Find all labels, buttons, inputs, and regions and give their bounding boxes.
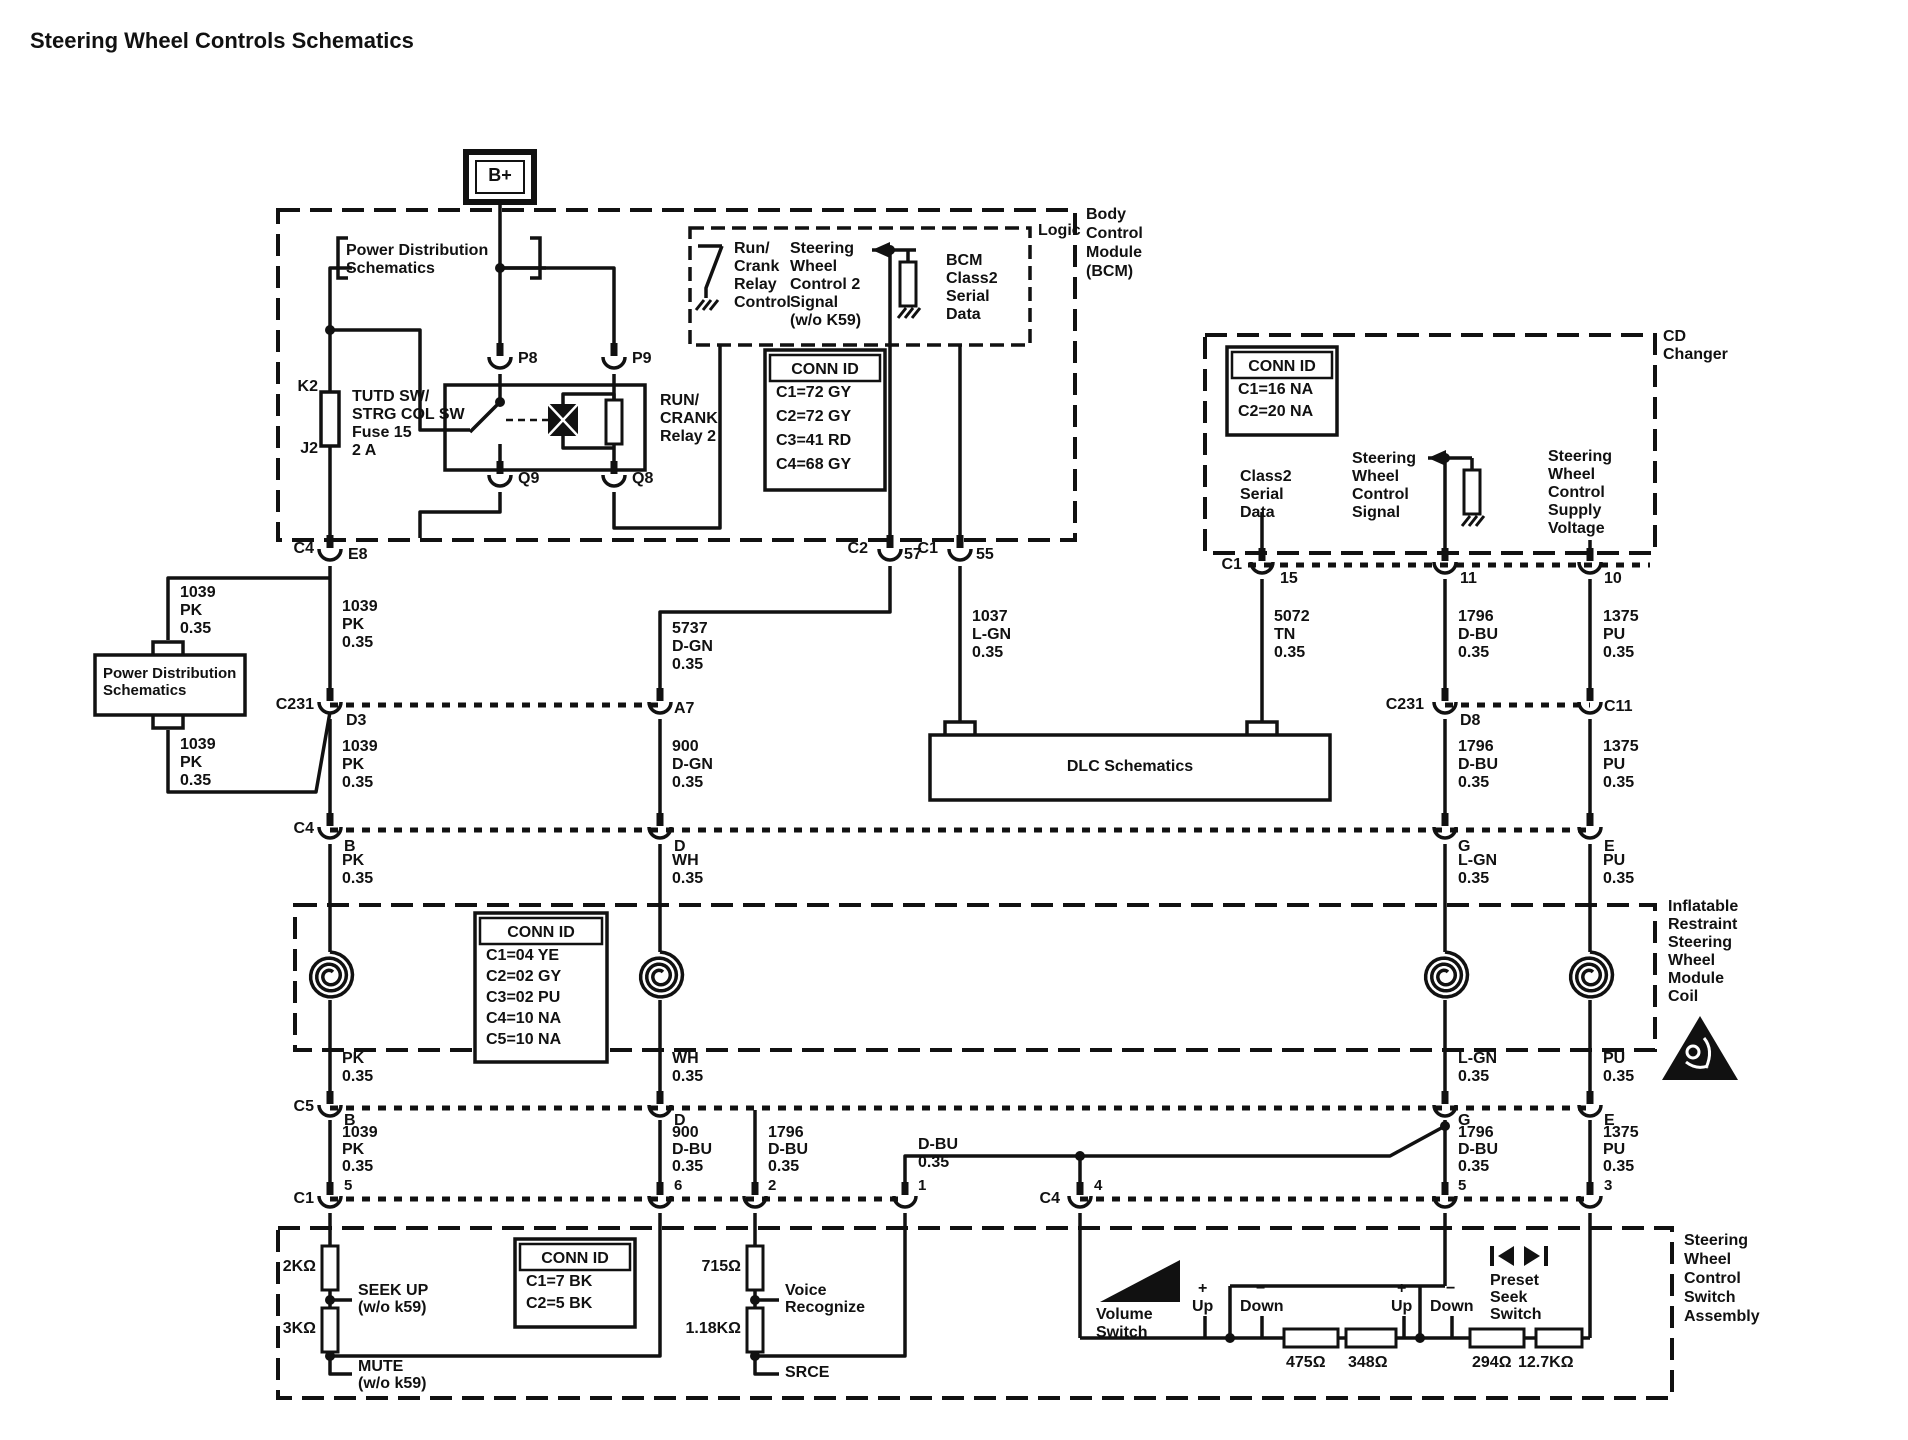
wire-1375-pu-b: 1375 bbox=[1603, 738, 1639, 755]
conn-id-bcm-row: C4=68 GY bbox=[776, 456, 852, 473]
wire-1039-pk-b: 0.35 bbox=[180, 772, 212, 789]
relay-label: RUN/ bbox=[660, 392, 700, 409]
pin-c4-row: C4 bbox=[293, 820, 314, 837]
wire-1039-pk-e: 0.35 bbox=[342, 1158, 374, 1175]
conn-c4b-4-stub bbox=[1077, 1182, 1084, 1195]
junction-dot bbox=[1075, 1151, 1085, 1161]
conn-11-stub bbox=[1442, 548, 1449, 561]
wire-900-dgn: D-GN bbox=[672, 756, 713, 773]
conn-id-cd-row: C1=16 NA bbox=[1238, 381, 1314, 398]
wire-1796-dbu-c: 1796 bbox=[768, 1124, 804, 1141]
pin-c231-l: C231 bbox=[275, 696, 314, 713]
pin-c11: C11 bbox=[1604, 698, 1633, 715]
pin-d1: D bbox=[674, 838, 686, 855]
wire-1375-pu-b: 0.35 bbox=[1603, 774, 1635, 791]
relay-label: Relay 2 bbox=[660, 428, 717, 445]
conn-d3-stub bbox=[327, 688, 334, 701]
pin-3: 3 bbox=[1604, 1177, 1613, 1194]
conn-id-coil-header: CONN ID bbox=[507, 924, 575, 941]
res-475 bbox=[1284, 1329, 1338, 1347]
q9-label: Q9 bbox=[518, 470, 540, 487]
coil-spiral-lgn bbox=[1426, 952, 1468, 997]
res-1-18k bbox=[747, 1308, 763, 1352]
res-294-label: 294Ω bbox=[1472, 1354, 1512, 1371]
cd-class2-label: Class2 bbox=[1240, 468, 1292, 485]
wire-1375-pu-c: PU bbox=[1603, 1141, 1626, 1158]
wire-1796-dbu-a: 0.35 bbox=[1458, 644, 1490, 661]
wire-1796-dbu-a: D-BU bbox=[1458, 626, 1498, 643]
coil-label: Coil bbox=[1668, 988, 1699, 1005]
wire-1039-pk-a: 1039 bbox=[180, 584, 216, 601]
conn-e8 bbox=[319, 549, 341, 560]
pin-15: 15 bbox=[1280, 570, 1298, 587]
conn-c5-g-stub bbox=[1442, 1091, 1449, 1104]
dbu1-riser bbox=[905, 1126, 1445, 1183]
res-348-label: 348Ω bbox=[1348, 1354, 1388, 1371]
conn-c1-5-stub bbox=[327, 1182, 334, 1195]
cd-swcsv-label: Wheel bbox=[1548, 466, 1596, 483]
conn-id-bcm-header: CONN ID bbox=[791, 361, 859, 378]
power-dist-box-label: Power Distribution bbox=[103, 665, 237, 682]
bcm-class2-label: Data bbox=[946, 306, 981, 323]
conn-55-stub bbox=[957, 535, 964, 548]
cd-swcsv-label: Control bbox=[1548, 484, 1605, 501]
q8-label: Q8 bbox=[632, 470, 654, 487]
conn-id-switch-header: CONN ID bbox=[541, 1250, 609, 1267]
swc2-label: Wheel bbox=[790, 258, 838, 275]
pin-55: 55 bbox=[976, 546, 994, 563]
cd-swcsv-label: Voltage bbox=[1548, 520, 1605, 537]
fuse-label: TUTD SW/ bbox=[352, 388, 430, 405]
runcrank-label: Crank bbox=[734, 258, 780, 275]
power-dist-top-label: Schematics bbox=[346, 260, 435, 277]
res-3k-label: 3KΩ bbox=[282, 1320, 316, 1337]
wire-1039-pk-c: 1039 bbox=[342, 598, 378, 615]
junction-dot bbox=[495, 263, 505, 273]
coil-spiral-pu bbox=[1571, 952, 1613, 997]
conn-c1-1-stub bbox=[902, 1182, 909, 1195]
wire-wh-top: WH bbox=[672, 852, 699, 869]
res-12-7k bbox=[1536, 1329, 1582, 1347]
wire-1039-pk-d: 0.35 bbox=[342, 774, 374, 791]
res-348 bbox=[1346, 1329, 1396, 1347]
wire-1796-dbu-a: 1796 bbox=[1458, 608, 1494, 625]
preset-seek-icon bbox=[1544, 1246, 1548, 1266]
conn-q9-stub bbox=[497, 461, 504, 474]
wire-1039-pk-a: PK bbox=[180, 602, 203, 619]
junction-dot bbox=[325, 325, 335, 335]
logic-label: Logic bbox=[1038, 222, 1081, 239]
res-3k bbox=[322, 1308, 338, 1352]
cd-changer-label: Changer bbox=[1663, 346, 1728, 363]
conn-10-stub bbox=[1587, 548, 1594, 561]
wire-5737-dgn: D-GN bbox=[672, 638, 713, 655]
wire-900-dbu: 0.35 bbox=[672, 1158, 704, 1175]
res-118k-label: 1.18KΩ bbox=[685, 1320, 741, 1337]
res-127k-label: 12.7KΩ bbox=[1518, 1354, 1574, 1371]
wire-1375-pu-b: PU bbox=[1603, 756, 1626, 773]
wire-1039-pk-c: PK bbox=[342, 616, 365, 633]
pin-6: 6 bbox=[674, 1177, 683, 1194]
cd-changer-label: CD bbox=[1663, 328, 1687, 345]
swcsa-label: Control bbox=[1684, 1270, 1741, 1287]
volume-label: Switch bbox=[1096, 1324, 1148, 1341]
wire-dbu: 0.35 bbox=[918, 1154, 950, 1171]
wire-900-dbu: 900 bbox=[672, 1124, 699, 1141]
swcsa-label: Steering bbox=[1684, 1232, 1749, 1249]
bcm-class2-label: Serial bbox=[946, 288, 990, 305]
bcm-class2-label: Class2 bbox=[946, 270, 998, 287]
pin-b1: B bbox=[344, 838, 356, 855]
coil-label: Inflatable bbox=[1668, 898, 1739, 915]
preset-seek-icon bbox=[1490, 1246, 1494, 1266]
conn-c4-b-stub bbox=[327, 813, 334, 826]
pin-4: 4 bbox=[1094, 1177, 1103, 1194]
conn-55 bbox=[949, 549, 971, 560]
conn-id-coil-row: C3=02 PU bbox=[486, 989, 561, 1006]
wire-pu-bot: PU bbox=[1603, 1050, 1626, 1067]
pin-c1-row: C1 bbox=[293, 1190, 314, 1207]
wire-1796-dbu-d: D-BU bbox=[1458, 1141, 1498, 1158]
wire-1375-pu-c: 0.35 bbox=[1603, 1158, 1635, 1175]
cd-swcsv-label: Steering bbox=[1548, 448, 1613, 465]
coil-spiral-wh bbox=[641, 952, 683, 997]
wire-1796-dbu-d: 0.35 bbox=[1458, 1158, 1490, 1175]
wire-1039-pk-d: PK bbox=[342, 756, 365, 773]
down1-label: Down bbox=[1240, 1298, 1284, 1315]
wire-900-dgn: 0.35 bbox=[672, 774, 704, 791]
wire-pk-top: PK bbox=[342, 852, 365, 869]
preset-seek-icon bbox=[1498, 1246, 1514, 1266]
preset-seek-icon bbox=[1524, 1246, 1540, 1266]
wire-wh-bot: WH bbox=[672, 1050, 699, 1067]
preset-label: Seek bbox=[1490, 1289, 1528, 1306]
power-dist-top-label: Power Distribution bbox=[346, 242, 489, 259]
pin-c4-top: C4 bbox=[293, 540, 314, 557]
conn-c4b-5-stub bbox=[1442, 1182, 1449, 1195]
wire-1375-pu-c: 1375 bbox=[1603, 1124, 1639, 1141]
fuse-j2: J2 bbox=[300, 440, 318, 457]
junction-dot bbox=[885, 245, 895, 255]
wire-1796-dbu-b: 0.35 bbox=[1458, 774, 1490, 791]
res-294 bbox=[1470, 1329, 1524, 1347]
swc2-label: Control 2 bbox=[790, 276, 861, 293]
runcrank-glyph-b bbox=[706, 246, 722, 298]
pin-57: 57 bbox=[904, 546, 922, 563]
res-715-label: 715Ω bbox=[701, 1258, 741, 1275]
voice-label: Voice bbox=[785, 1282, 827, 1299]
conn-id-coil-row: C5=10 NA bbox=[486, 1031, 562, 1048]
voice-label: Recognize bbox=[785, 1299, 866, 1316]
pin-11: 11 bbox=[1460, 570, 1477, 587]
wire-1796-dbu-c: 0.35 bbox=[768, 1158, 800, 1175]
wire-1037-lgn: L-GN bbox=[972, 626, 1012, 643]
preset-label: Preset bbox=[1490, 1272, 1539, 1289]
swc2-label: Steering bbox=[790, 240, 855, 257]
swcsa-label: Assembly bbox=[1684, 1308, 1760, 1325]
fuse-15 bbox=[321, 392, 339, 446]
wire-pu-bot: 0.35 bbox=[1603, 1068, 1635, 1085]
conn-c11-stub bbox=[1587, 688, 1594, 701]
seek-up-label: (w/o k59) bbox=[358, 1299, 427, 1316]
runcrank-label: Relay bbox=[734, 276, 777, 293]
junction-dot bbox=[750, 1351, 760, 1361]
junction-dot bbox=[325, 1295, 335, 1305]
wire-pk-bot: 0.35 bbox=[342, 1068, 374, 1085]
wire-1796-dbu-c: D-BU bbox=[768, 1141, 808, 1158]
p9-label: P9 bbox=[632, 350, 652, 367]
pds-cap-top bbox=[153, 642, 183, 654]
wire-lgn-bot: 0.35 bbox=[1458, 1068, 1490, 1085]
conn-p9 bbox=[603, 357, 625, 368]
preset-label: Switch bbox=[1490, 1306, 1542, 1323]
cd-class2-label: Serial bbox=[1240, 486, 1284, 503]
fuse-label: STRG COL SW bbox=[352, 406, 465, 423]
wire-dbu: D-BU bbox=[918, 1136, 958, 1153]
up1-label: Up bbox=[1192, 1298, 1214, 1315]
pin-d3: D3 bbox=[346, 712, 367, 729]
conn-p8 bbox=[489, 357, 511, 368]
up2-label: Up bbox=[1391, 1298, 1413, 1315]
page-title: Steering Wheel Controls Schematics bbox=[30, 28, 414, 53]
wire-5737-dgn: 5737 bbox=[672, 620, 708, 637]
conn-c4b-3-stub bbox=[1587, 1182, 1594, 1195]
pin-1: 1 bbox=[918, 1177, 927, 1194]
srce-label: SRCE bbox=[785, 1364, 830, 1381]
down1-minus: − bbox=[1256, 1280, 1266, 1297]
wire-1375-pu-a: 0.35 bbox=[1603, 644, 1635, 661]
pin-c1-cd: C1 bbox=[1221, 556, 1242, 573]
conn-c4-d-stub bbox=[657, 813, 664, 826]
cd-swcs-label: Signal bbox=[1352, 504, 1401, 521]
conn-15-stub bbox=[1259, 548, 1266, 561]
junction-dot bbox=[750, 1295, 760, 1305]
wire-lgn-top: L-GN bbox=[1458, 852, 1498, 869]
junction-dot bbox=[1415, 1333, 1425, 1343]
conn-id-coil-row: C1=04 YE bbox=[486, 947, 560, 964]
dlc-cap-right bbox=[1247, 722, 1277, 734]
bcm-label: Module bbox=[1086, 244, 1142, 261]
relay-blade bbox=[470, 402, 500, 432]
bcm-label: Control bbox=[1086, 225, 1143, 242]
wire-1039-pk-b: PK bbox=[180, 754, 203, 771]
pin-d8: D8 bbox=[1460, 712, 1481, 729]
q9-out bbox=[420, 492, 500, 538]
coil-label: Module bbox=[1668, 970, 1724, 987]
conn-id-switch-row: C2=5 BK bbox=[526, 1295, 593, 1312]
pin-e8: E8 bbox=[348, 546, 368, 563]
wire-900-dgn: 900 bbox=[672, 738, 699, 755]
pin-c231-r: C231 bbox=[1385, 696, 1424, 713]
pin-c5: C5 bbox=[293, 1098, 314, 1115]
wire-1037-lgn: 1037 bbox=[972, 608, 1008, 625]
wire-lgn-bot: L-GN bbox=[1458, 1050, 1498, 1067]
pin-a7: A7 bbox=[674, 700, 695, 717]
res-2k bbox=[322, 1246, 338, 1290]
pin-c1-top: C1 bbox=[917, 540, 938, 557]
coil-label: Restraint bbox=[1668, 916, 1738, 933]
conn-id-cd-row: C2=20 NA bbox=[1238, 403, 1314, 420]
cd-swcs-label: Steering bbox=[1352, 450, 1417, 467]
conn-c1-6-stub bbox=[657, 1182, 664, 1195]
conn-id-bcm-row: C1=72 GY bbox=[776, 384, 852, 401]
wire-wh-top: 0.35 bbox=[672, 870, 704, 887]
wire-1037-lgn: 0.35 bbox=[972, 644, 1004, 661]
pin-2: 2 bbox=[768, 1177, 777, 1194]
cd-swcs-label: Control bbox=[1352, 486, 1409, 503]
conn-c4-g-stub bbox=[1442, 813, 1449, 826]
swcsa-label: Switch bbox=[1684, 1289, 1736, 1306]
conn-a7-stub bbox=[657, 688, 664, 701]
wire-pu-top: 0.35 bbox=[1603, 870, 1635, 887]
cd-swcs-label: Wheel bbox=[1352, 468, 1400, 485]
wire-5072-tn: 5072 bbox=[1274, 608, 1310, 625]
conn-c5-d-stub bbox=[657, 1091, 664, 1104]
conn-c4-e-stub bbox=[1587, 813, 1594, 826]
fuse-k2: K2 bbox=[297, 378, 318, 395]
volume-label: Volume bbox=[1096, 1306, 1153, 1323]
wire-pk-top: 0.35 bbox=[342, 870, 374, 887]
conn-q8-stub bbox=[611, 461, 618, 474]
wire-1039-pk-b: 1039 bbox=[180, 736, 216, 753]
power-dist-box-label: Schematics bbox=[103, 682, 187, 699]
swcsa-label: Wheel bbox=[1684, 1251, 1732, 1268]
conn-c5-e-stub bbox=[1587, 1091, 1594, 1104]
down2-label: Down bbox=[1430, 1298, 1474, 1315]
pin-c2: C2 bbox=[847, 540, 868, 557]
logic-resistor bbox=[900, 262, 916, 306]
wire-1039-pk-d: 1039 bbox=[342, 738, 378, 755]
conn-id-cd-header: CONN ID bbox=[1248, 358, 1316, 375]
coil-spiral-pk bbox=[311, 952, 353, 997]
res-475-label: 475Ω bbox=[1286, 1354, 1326, 1371]
wire-1039-pk-e: PK bbox=[342, 1141, 365, 1158]
wire-1375-pu-a: 1375 bbox=[1603, 608, 1639, 625]
bcm-label: Body bbox=[1086, 206, 1126, 223]
conn-id-bcm-row: C2=72 GY bbox=[776, 408, 852, 425]
conn-q9 bbox=[489, 475, 511, 486]
conn-id-switch-row: C1=7 BK bbox=[526, 1273, 593, 1290]
swc2-label: Signal bbox=[790, 294, 839, 311]
wire-1796-dbu-d: 1796 bbox=[1458, 1124, 1494, 1141]
fuse-label: Fuse 15 bbox=[352, 424, 412, 441]
pin-g1: G bbox=[1458, 838, 1471, 855]
conn-e8-stub bbox=[327, 535, 334, 548]
wire-1039-pk-e: 1039 bbox=[342, 1124, 378, 1141]
wire-1039-pk-a: 0.35 bbox=[180, 620, 212, 637]
conn-id-coil-row: C2=02 GY bbox=[486, 968, 562, 985]
wire-1039-pk-c: 0.35 bbox=[342, 634, 374, 651]
pin-c4b: C4 bbox=[1039, 1190, 1060, 1207]
wire-pu-top: PU bbox=[1603, 852, 1626, 869]
wire-5072-tn: 0.35 bbox=[1274, 644, 1306, 661]
p8-label: P8 bbox=[518, 350, 538, 367]
swc2-label: (w/o K59) bbox=[790, 312, 862, 329]
pds-cap-bottom bbox=[153, 716, 183, 728]
conn-c1-2-stub bbox=[752, 1182, 759, 1195]
up2-plus: + bbox=[1397, 1280, 1407, 1297]
up1-plus: + bbox=[1198, 1280, 1208, 1297]
conn-57 bbox=[879, 549, 901, 560]
wire-5072-tn: TN bbox=[1274, 626, 1296, 643]
coil-label: Wheel bbox=[1668, 952, 1716, 969]
res-2k-label: 2KΩ bbox=[282, 1258, 316, 1275]
cd-class2-label: Data bbox=[1240, 504, 1275, 521]
junction-dot bbox=[1225, 1333, 1235, 1343]
junction-dot bbox=[325, 1351, 335, 1361]
down2-minus: − bbox=[1446, 1280, 1456, 1297]
fuse-label: 2 A bbox=[352, 442, 377, 459]
conn-q8 bbox=[603, 475, 625, 486]
wire-pk-bot: PK bbox=[342, 1050, 365, 1067]
pin-b2: B bbox=[344, 1112, 356, 1129]
conn-id-coil-row: C4=10 NA bbox=[486, 1010, 562, 1027]
pin-d2: D bbox=[674, 1112, 686, 1129]
junction-dot bbox=[1440, 1121, 1450, 1131]
mute-label: MUTE bbox=[358, 1358, 404, 1375]
p9-branch bbox=[500, 268, 614, 346]
pin-5b: 5 bbox=[1458, 1177, 1467, 1194]
volume-icon bbox=[1100, 1260, 1180, 1302]
conn-p8-stub bbox=[497, 343, 504, 356]
relay-label: CRANK bbox=[660, 410, 718, 427]
relay-resistor bbox=[606, 400, 622, 444]
pin-g2: G bbox=[1458, 1112, 1471, 1129]
runcrank-label: Run/ bbox=[734, 240, 770, 257]
dlc-label: DLC Schematics bbox=[1066, 758, 1194, 775]
airbag-warning-icon bbox=[1662, 1016, 1738, 1080]
b-plus-label: B+ bbox=[488, 165, 512, 185]
bcm-class2-label: BCM bbox=[946, 252, 983, 269]
wire-wh-bot: 0.35 bbox=[672, 1068, 704, 1085]
cd-swcsv-label: Supply bbox=[1548, 502, 1602, 519]
wire-900-dbu: D-BU bbox=[672, 1141, 712, 1158]
res-715 bbox=[747, 1246, 763, 1290]
wire-5737-dgn: 0.35 bbox=[672, 656, 704, 673]
dlc-cap-left bbox=[945, 722, 975, 734]
coil-label: Steering bbox=[1668, 934, 1733, 951]
wire-1796-dbu-b: D-BU bbox=[1458, 756, 1498, 773]
wire-1375-pu-a: PU bbox=[1603, 626, 1626, 643]
conn-57-stub bbox=[887, 535, 894, 548]
mute-label: (w/o k59) bbox=[358, 1375, 427, 1392]
pin-e2: E bbox=[1604, 1112, 1615, 1129]
conn-c5-b-stub bbox=[327, 1091, 334, 1104]
conn-id-bcm-row: C3=41 RD bbox=[776, 432, 852, 449]
pin-e1: E bbox=[1604, 838, 1615, 855]
pin1-in bbox=[755, 1213, 905, 1356]
junction-dot bbox=[1440, 453, 1450, 463]
conn-d8-stub bbox=[1442, 688, 1449, 701]
seek-up-label: SEEK UP bbox=[358, 1282, 429, 1299]
junction-dot bbox=[495, 397, 505, 407]
runcrank-label: Control bbox=[734, 294, 791, 311]
wire-lgn-top: 0.35 bbox=[1458, 870, 1490, 887]
wire-1796-dbu-b: 1796 bbox=[1458, 738, 1494, 755]
bcm-label: (BCM) bbox=[1086, 263, 1134, 280]
cd-resistor bbox=[1464, 470, 1480, 514]
pin-10: 10 bbox=[1604, 570, 1622, 587]
pds-bracket-right bbox=[530, 238, 540, 278]
pin-5: 5 bbox=[344, 1177, 353, 1194]
conn-p9-stub bbox=[611, 343, 618, 356]
